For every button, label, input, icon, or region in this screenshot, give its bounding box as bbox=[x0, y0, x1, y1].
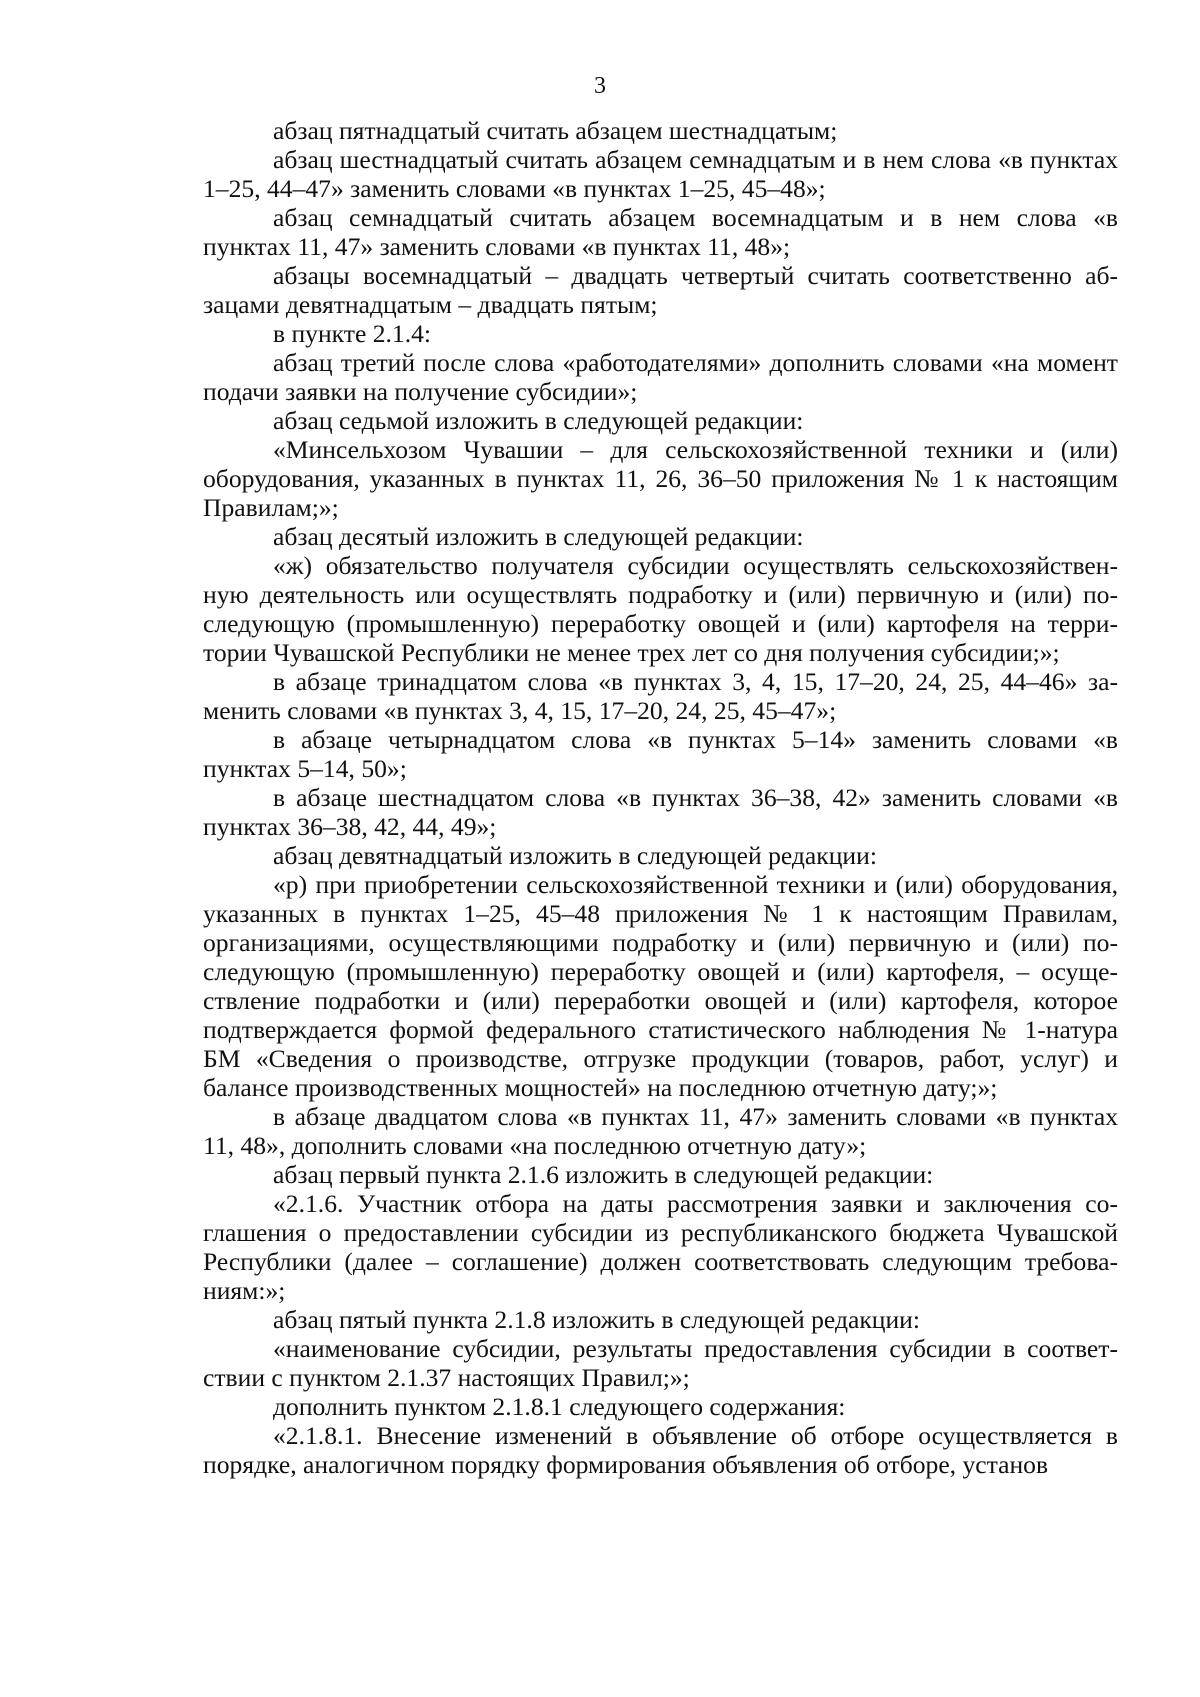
paragraph: «2.1.8.1. Внесение изменений в объявление об отборе осуществляется в порядке, аналогичном порядку формирования объявления об отборе, установ bbox=[203, 1421, 1118, 1479]
paragraph: абзац пятый пункта 2.1.8 изложить в следующей редакции: bbox=[273, 1305, 920, 1334]
paragraph: «2.1.6. Участник отбора на даты рассмотрения заявки и заключения соглашения о предоставлении субсидии из республиканского бюджета Чувашской Республики (далее – соглашение) должен соответствовать следующим требованиям:»; bbox=[203, 1189, 1118, 1305]
page-number: 3 bbox=[594, 73, 606, 99]
paragraph: абзац третий после слова «работодателями» дополнить словами «на момент подачи заявки на получение субсидии»; bbox=[203, 348, 1118, 406]
paragraph: в абзаце четырнадцатом слова «в пунктах 5–14» заменить словами «в пунктах 5–14, 50»; bbox=[203, 725, 1118, 783]
paragraph: абзац семнадцатый считать абзацем восемнадцатым и в нем слова «в пунктах 11, 47» заменить словами «в пунктах 11, 48»; bbox=[203, 203, 1118, 261]
paragraph: «Минсельхозом Чувашии – для сельскохозяйственной техники и (или) оборудования, указанных в пунктах 11, 26, 36–50 приложения № 1 к настоящим Правилам;»; bbox=[203, 435, 1118, 522]
paragraph: абзац девятнадцатый изложить в следующей редакции: bbox=[273, 841, 877, 870]
document-body bbox=[203, 116, 1118, 1479]
paragraph: абзацы восемнадцатый – двадцать четвертый считать соответственно абзацами девятнадцатым – двадцать пятым; bbox=[203, 261, 1118, 319]
paragraph: «ж) обязательство получателя субсидии осуществлять сельскохозяйственную деятельность или осуществлять подработку и (или) первичную и (или) последующую (промышленную) переработку овощей и (или) картофеля на территории Чувашской Республики не менее трех лет со дня получения субсидии;»; bbox=[203, 551, 1118, 667]
paragraph: абзац шестнадцатый считать абзацем семнадцатым и в нем слова «в пунктах 1–25, 44–47» заменить словами «в пунктах 1–25, 45–48»; bbox=[203, 145, 1118, 203]
paragraph: дополнить пунктом 2.1.8.1 следующего содержания: bbox=[273, 1392, 846, 1421]
paragraph: «р) при приобретении сельскохозяйственной техники и (или) оборудования, указанных в пунктах 1–25, 45–48 приложения № 1 к настоящим Правилам, организациями, осуществляющими подработку и (или) первичную и (или) последующую (промышленную) переработку овощей и (или) картофеля, – осуществление подработки и (или) переработки овощей и (или) картофеля, которое подтверждается формой федерального статистического наблюдения № 1-натура БМ «Сведения о производстве, отгрузке продукции (товаров, работ, услуг) и балансе производственных мощностей» на последнюю отчетную дату;»; bbox=[203, 870, 1118, 1102]
paragraph: в абзаце тринадцатом слова «в пунктах 3, 4, 15, 17–20, 24, 25, 44–46» заменить словами «в пунктах 3, 4, 15, 17–20, 24, 25, 45–47»; bbox=[203, 667, 1118, 725]
paragraph: в пункте 2.1.4: bbox=[273, 319, 432, 348]
paragraph: абзац седьмой изложить в следующей редакции: bbox=[273, 406, 804, 435]
paragraph: «наименование субсидии, результаты предоставления субсидии в соответствии с пунктом 2.1.37 настоящих Правил;»; bbox=[203, 1334, 1118, 1392]
paragraph: абзац первый пункта 2.1.6 изложить в следующей редакции: bbox=[273, 1160, 934, 1189]
paragraph: абзац пятнадцатый считать абзацем шестнадцатым; bbox=[273, 116, 838, 145]
paragraph: в абзаце двадцатом слова «в пунктах 11, 47» заменить словами «в пунктах 11, 48», дополнить словами «на последнюю отчетную дату»; bbox=[203, 1102, 1118, 1160]
paragraph: в абзаце шестнадцатом слова «в пунктах 36–38, 42» заменить словами «в пунктах 36–38, 42, 44, 49»; bbox=[203, 783, 1118, 841]
paragraph: абзац десятый изложить в следующей редакции: bbox=[273, 522, 804, 551]
